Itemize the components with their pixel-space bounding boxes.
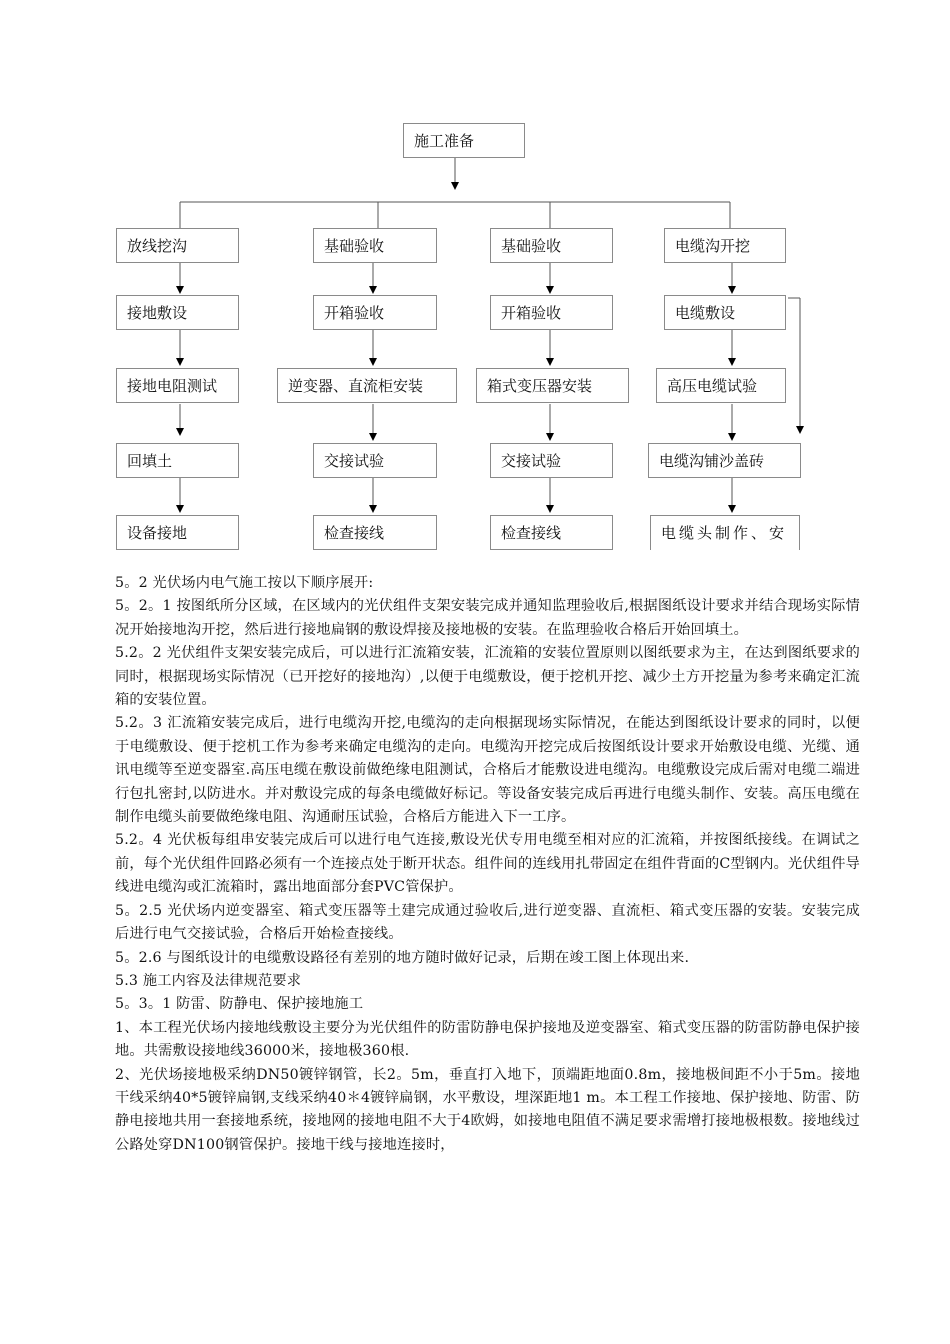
flow-box-col3-step2: 开箱验收 [490, 295, 613, 330]
flow-box-col1-step4: 回填土 [116, 443, 239, 478]
flow-box-col4-step2: 电缆敷设 [664, 295, 786, 330]
flow-box-col2-step1: 基础验收 [313, 228, 437, 263]
flow-box-col1-step3: 接地电阻测试 [116, 368, 239, 403]
paragraph-5-2-1: 5。2。1 按图纸所分区域，在区域内的光伏组件支架安装完成并通知监理验收后,根据图纸设计要求并结合现场实际情况开始接地沟开挖，然后进行接地扁钢的敷设焊接及接地极的安装。在监理验收合格后开始回填土。 [115, 598, 860, 638]
flow-box-col2-step5: 检查接线 [313, 515, 437, 550]
paragraph-5-2-5: 5。2.5 光伏场内逆变器室、箱式变压器等土建完成通过验收后,进行逆变器、直流柜、箱式变压器的安装。安装完成后进行电气交接试验，合格后开始检查接线。 [115, 902, 860, 943]
flow-box-col2-step3: 逆变器、直流柜安装 [277, 368, 457, 403]
paragraph-5-2-6: 5。2.6 与图纸设计的电缆敷设路径有差别的地方随时做好记录，后期在竣工图上体现出来. [115, 949, 690, 966]
section-heading-5-2: 5。2 光伏场内电气施工按以下顺序展开: [115, 575, 374, 591]
document-body [115, 572, 860, 1157]
flow-box-col2-step2: 开箱验收 [313, 295, 437, 330]
flow-box-col1-step2: 接地敷设 [116, 295, 239, 330]
flow-box-col3-step1: 基础验收 [490, 228, 613, 263]
subsection-heading-5-3-1: 5。3。1 防雷、防静电、保护接地施工 [115, 996, 364, 1013]
paragraph-5-2-4: 5.2。4 光伏板每组串安装完成后可以进行电气连接,敷设光伏专用电缆至相对应的汇流箱，并按图纸接线。在调试之前，每个光伏组件回路必须有一个连接点处于断开状态。组件间的连线用扎带固定在组件背面的C型钢内。光伏组件导线进电缆沟或汇流箱时，露出地面部分套PVC管保护。 [115, 832, 860, 896]
flow-box-col4-step1: 电缆沟开挖 [664, 228, 786, 263]
flow-box-col4-step5: 电缆头制作、安 [650, 515, 800, 550]
paragraph-item-1: 1、本工程光伏场内接地线敷设主要分为光伏组件的防雷防静电保护接地及逆变器室、箱式变压器的防雷防静电保护接地。共需敷设接地线36000米，接地极360根. [115, 1019, 860, 1060]
flow-box-col3-step3: 箱式变压器安装 [476, 368, 629, 403]
flow-box-construction-prep: 施工准备 [403, 123, 525, 158]
flow-box-col1-step5: 设备接地 [116, 515, 239, 550]
flow-box-col3-step4: 交接试验 [490, 443, 613, 478]
flow-box-col4-step4: 电缆沟铺沙盖砖 [648, 443, 801, 478]
flow-box-col3-step5: 检查接线 [490, 515, 613, 550]
paragraph-item-2: 2、光伏场接地极采纳DN50镀锌钢管，长2。5m，垂直打入地下，顶端距地面0.8m，接地极间距不小于5m。接地干线采纳40*5镀锌扁钢,支线采纳40＊4镀锌扁钢，水平敷设，埋深距地1 m。本工程工作接地、保护接地、防雷、防静电接地共用一套接地系统，接地网的接地电阻不大于4欧姆，如接地电阻值不满足要求需增打接地极根数。接地线过公路处穿DN100钢管保护。接地干线与接地连接时， [115, 1066, 860, 1153]
section-heading-5-3: 5.3 施工内容及法律规范要求 [115, 972, 302, 989]
paragraph-5-2-3: 5.2。3 汇流箱安装完成后，进行电缆沟开挖,电缆沟的走向根据现场实际情况，在能达到图纸设计要求的同时，以便于电缆敷设、便于挖机工作为参考来确定电缆沟的走向。电缆沟开挖完成后按图纸设计要求开始敷设电缆、光缆、通讯电缆等至逆变器室.高压电缆在敷设前做绝缘电阻测试，合格后才能敷设进电缆沟。电缆敷设完成后需对电缆二端进行包扎密封,以防进水。并对敷设完成的每条电缆做好标记。等设备安装完成后再进行电缆头制作、安装。高压电缆在制作电缆头前要做绝缘电阻、沟通耐压试验，合格后方能进入下一工序。 [115, 715, 860, 826]
paragraph-5-2-2: 5.2。2 光伏组件支架安装完成后，可以进行汇流箱安装，汇流箱的安装位置原则以图纸要求为主，在达到图纸要求的同时，根据现场实际情况（已开挖好的接地沟）,以便于电缆敷设，便于挖机开挖、减少土方开挖量为参考来确定汇流箱的安装位置。 [115, 645, 860, 709]
flow-box-col2-step4: 交接试验 [313, 443, 437, 478]
flow-box-col1-step1: 放线挖沟 [116, 228, 239, 263]
flow-box-col4-step3: 高压电缆试验 [656, 368, 786, 403]
